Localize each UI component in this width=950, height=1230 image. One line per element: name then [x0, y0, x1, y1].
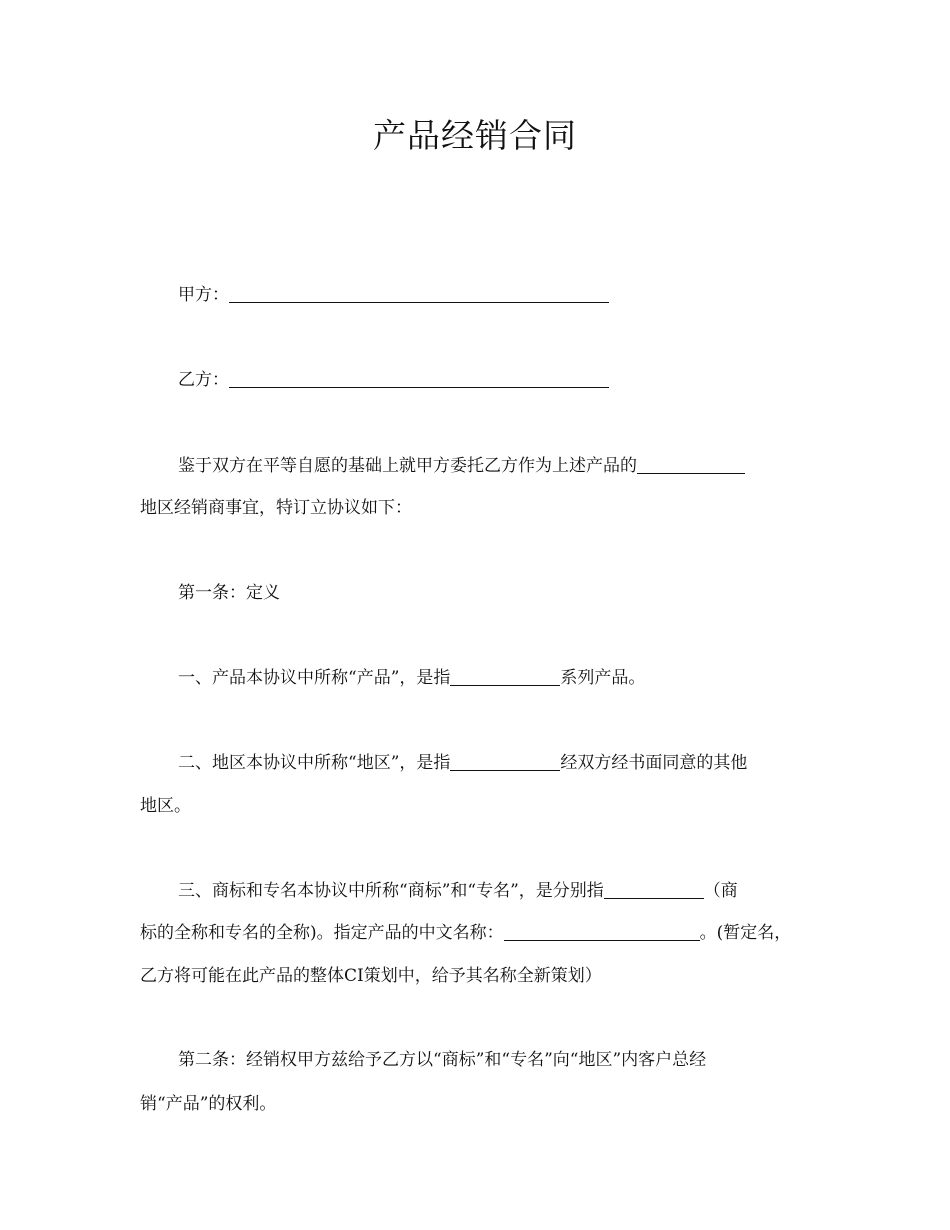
article-1-item-1 [178, 667, 868, 689]
article-2-line-1: 第二条：经销权甲方兹给予乙方以“商标”和“专名”向“地区”内客户总经 [178, 1050, 707, 1070]
trademark-blank [604, 897, 704, 899]
party-b-line [178, 369, 868, 391]
item-3-text: 三、商标和专名本协议中所称“商标”和“专名”，是分别指 [178, 881, 604, 901]
preamble-continuation: 地区经销商事宜，特订立协议如下： [140, 498, 412, 518]
preamble-line-1 [178, 455, 868, 477]
article-1-item-3-line-2 [140, 922, 830, 944]
item-1-suffix: 系列产品。 [560, 668, 646, 688]
party-a-line [178, 284, 868, 306]
chinese-name-blank [504, 939, 700, 941]
document-title: 产品经销合同 [373, 116, 577, 155]
article-1-heading: 第一条：定义 [178, 583, 280, 603]
preamble-text: 鉴于双方在平等自愿的基础上就甲方委托乙方作为上述产品的 [178, 456, 637, 476]
article-1-item-2-continuation: 地区。 [140, 796, 191, 816]
preamble-region-blank [637, 472, 745, 474]
party-b-blank [229, 386, 609, 388]
party-a-blank [229, 301, 609, 303]
area-blank [450, 769, 560, 771]
item-3-line-2-text: 标的全称和专名的全称)。指定产品的中文名称： [140, 923, 504, 943]
article-1-item-2 [178, 752, 868, 774]
article-2-line-2: 销“产品”的权利。 [140, 1094, 277, 1114]
item-3-suffix: （商 [703, 881, 738, 901]
item-2-text: 二、地区本协议中所称“地区”，是指 [178, 753, 451, 773]
article-1-item-3-line-3: 乙方将可能在此产品的整体CI策划中，给予其名称全新策划） [140, 966, 602, 986]
product-series-blank [450, 684, 560, 686]
item-2-suffix: 经双方经书面同意的其他 [560, 753, 748, 773]
item-1-text: 一、产品本协议中所称“产品”，是指 [178, 668, 451, 688]
party-b-label: 乙方： [178, 370, 229, 390]
article-1-item-3 [178, 880, 868, 902]
party-a-label: 甲方： [178, 285, 229, 305]
item-3-line-2-suffix: 。(暂定名， [699, 923, 792, 943]
preamble-line-2 [140, 497, 830, 519]
